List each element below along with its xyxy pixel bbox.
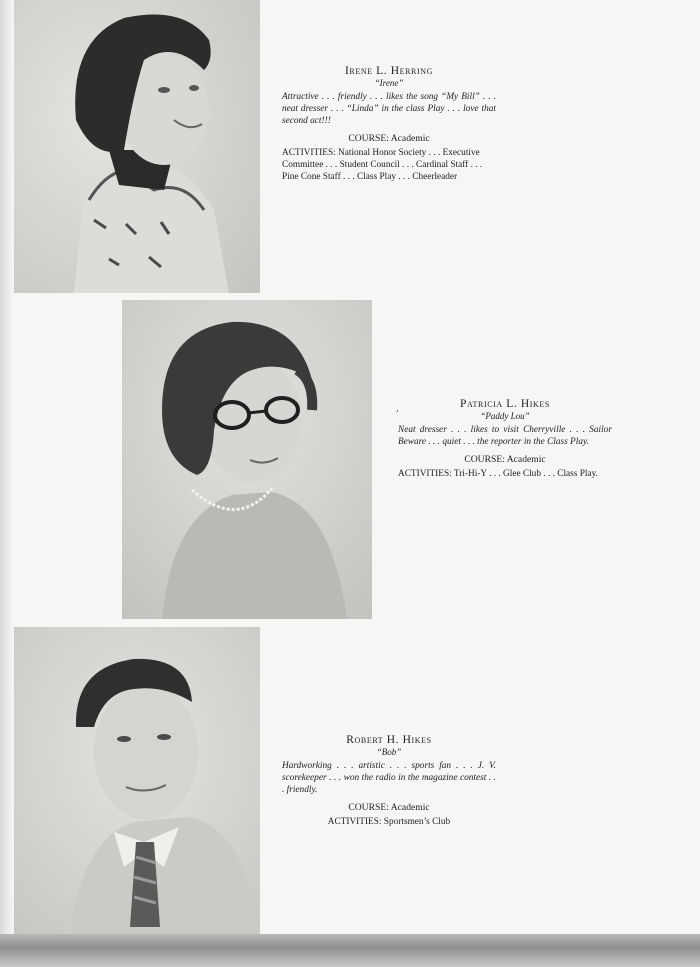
student-entry-irene <box>282 65 496 183</box>
student-activities: ACTIVITIES: Sportsmen’s Club <box>327 817 451 827</box>
student-description: Hardworking . . . artistic . . . sports fan . . . J. V. scorekeeper . . . won the radio in the magazine contest . . . friendly. <box>282 761 496 795</box>
student-activities: ACTIVITIES: National Honor Society . . . Executive Committee . . . Student Council . . . Cardinal Staff . . . Pine Cone Staff . . . Class Play . . . Cheerleader <box>282 148 483 182</box>
portrait-photo-irene <box>14 0 260 293</box>
page-bottom-edge <box>0 934 700 967</box>
stray-mark: , <box>396 404 399 414</box>
student-name: Robert H. Hikes <box>346 734 432 746</box>
student-course: COURSE: Academic <box>348 133 430 144</box>
portrait-photo-robert <box>14 627 260 934</box>
student-description: Neat dresser . . . likes to visit Cherryville . . . Sailor Beware . . . quiet . . . the reporter in the Class Play. <box>398 425 612 447</box>
student-entry-patricia <box>398 398 612 480</box>
student-course: COURSE: Academic <box>464 454 546 465</box>
portrait-photo-patricia <box>122 300 372 619</box>
student-activities: ACTIVITIES: Tri-Hi-Y . . . Glee Club . . . Class Play. <box>398 469 598 479</box>
page-binding-edge <box>0 0 14 967</box>
student-entry-robert <box>282 734 496 828</box>
student-nickname: “Bob” <box>376 747 402 757</box>
student-nickname: “Irene” <box>374 78 404 88</box>
student-nickname: “Paddy Lou” <box>480 411 530 421</box>
student-course: COURSE: Academic <box>348 802 430 813</box>
student-name: Patricia L. Hikes <box>460 398 550 410</box>
student-description: Attractive . . . friendly . . . likes the song “My Bill” . . . neat dresser . . . “Linda” in the class Play . . . love that second act!!! <box>282 92 496 126</box>
student-name: Irene L. Herring <box>344 65 434 77</box>
